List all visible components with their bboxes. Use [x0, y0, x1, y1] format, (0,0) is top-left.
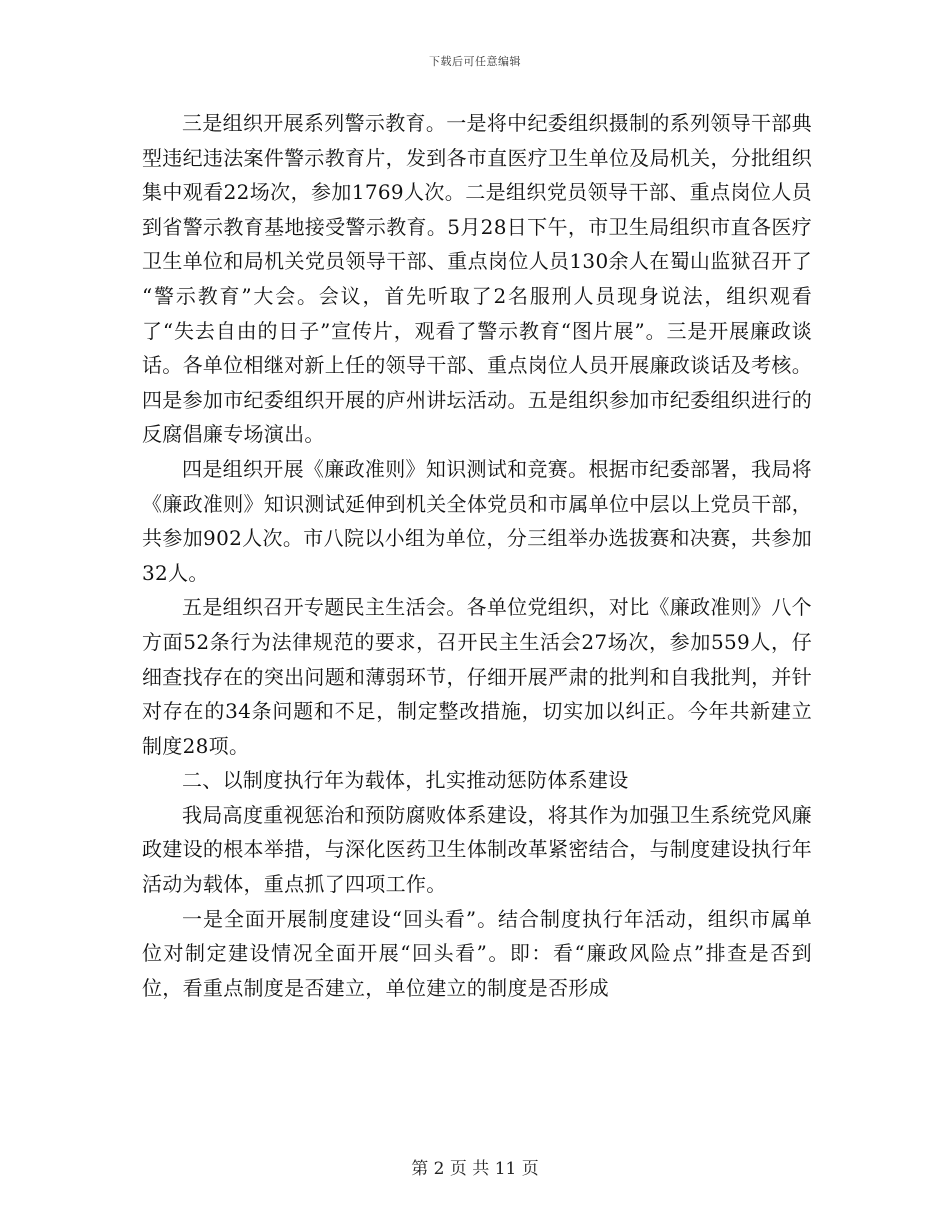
- paragraph-democratic-life-meeting: 五是组织召开专题民主生活会。各单位党组织，对比《廉政准则》八个方面52条行为法律规范的要求，召开民主生活会27场次，参加559人，仔细查找存在的突出问题和薄弱环节，仔细开展严肃的批判和自我批判，并针对存在的34条问题和不足，制定整改措施，切实加以纠正。今年共新建立制度28项。: [142, 595, 812, 758]
- paragraph-prevention-system: 我局高度重视惩治和预防腐败体系建设，将其作为加强卫生系统党风廉政建设的根本举措，与深化医药卫生体制改革紧密结合，与制度建设执行年活动为载体，重点抓了四项工作。: [142, 802, 812, 897]
- document-body: [142, 106, 812, 1005]
- page-header-note: 下载后可任意编辑: [429, 55, 521, 68]
- section-heading-system-building: 二、以制度执行年为载体，扎实推动惩防体系建设: [182, 768, 629, 793]
- paragraph-review-system: 一是全面开展制度建设“回头看”。结合制度执行年活动，组织市属单位对制定建设情况全面开展“回头看”。即：看“廉政风险点”排查是否到位，看重点制度是否建立，单位建立的制度是否形成: [142, 906, 812, 1000]
- page-number: 第 2 页 共 11 页: [411, 1159, 539, 1179]
- paragraph-knowledge-test: 四是组织开展《廉政准则》知识测试和竞赛。根据市纪委部署，我局将《廉政准则》知识测试延伸到机关全体党员和市属单位中层以上党员干部，共参加902人次。市八院以小组为单位，分三组举办选拔赛和决赛，共参加32人。: [142, 456, 812, 585]
- paragraph-warning-education: 三是组织开展系列警示教育。一是将中纪委组织摄制的系列领导干部典型违纪违法案件警示教育片，发到各市直医疗卫生单位及局机关，分批组织集中观看22场次，参加1769人次。二是组织党员领导干部、重点岗位人员到省警示教育基地接受警示教育。5月28日下午，市卫生局组织市直各医疗卫生单位和局机关党员领导干部、重点岗位人员130余人在蜀山监狱召开了 “警示教育”大会。会议，首先听取了2名服刑人员现身说法，组织观看了“失去自由的日子”宣传片，观看了警示教育“图片展”。三是开展廉政谈话。各单位相继对新上任的领导干部、重点岗位人员开展廉政谈话及考核。四是参加市纪委组织开展的庐州讲坛活动。五是组织参加市纪委组织进行的反腐倡廉专场演出。: [142, 111, 812, 447]
